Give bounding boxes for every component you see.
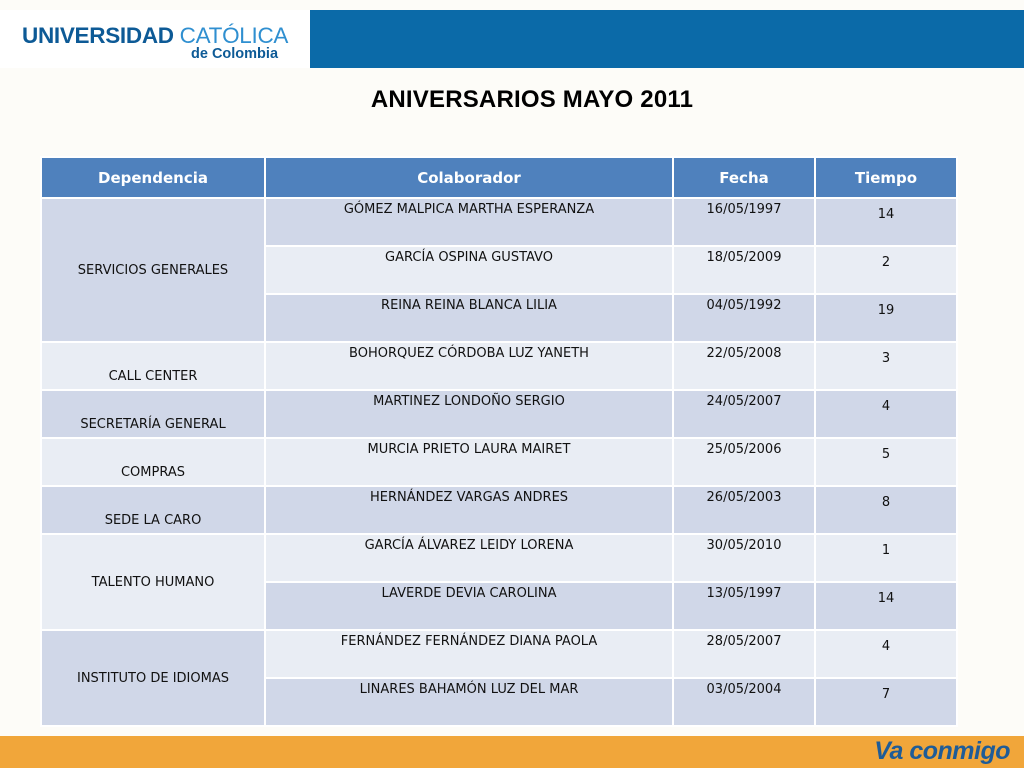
logo-name-part2: CATÓLICA bbox=[179, 23, 289, 48]
header-band bbox=[0, 0, 1024, 68]
table-row bbox=[41, 198, 957, 246]
colaborador-cell: MARTINEZ LONDOÑO SERGIO bbox=[265, 390, 673, 438]
fecha-cell: 22/05/2008 bbox=[673, 342, 815, 390]
footer-band bbox=[0, 736, 1024, 768]
dependencia-cell: CALL CENTER bbox=[41, 342, 265, 390]
logo-subtitle: de Colombia bbox=[191, 46, 279, 62]
fecha-cell: 18/05/2009 bbox=[673, 246, 815, 294]
table-row bbox=[41, 438, 957, 486]
tiempo-cell: 14 bbox=[815, 198, 957, 246]
colaborador-cell: HERNÁNDEZ VARGAS ANDRES bbox=[265, 486, 673, 534]
tiempo-cell: 5 bbox=[815, 438, 957, 486]
table-header-row bbox=[41, 157, 957, 198]
fecha-cell: 25/05/2006 bbox=[673, 438, 815, 486]
table-row bbox=[41, 486, 957, 534]
dependencia-cell: SERVICIOS GENERALES bbox=[41, 198, 265, 342]
tiempo-cell: 8 bbox=[815, 486, 957, 534]
dependencia-cell: COMPRAS bbox=[41, 438, 265, 486]
header-dependencia: Dependencia bbox=[41, 157, 265, 198]
fecha-cell: 30/05/2010 bbox=[673, 534, 815, 582]
colaborador-cell: REINA REINA BLANCA LILIA bbox=[265, 294, 673, 342]
tiempo-cell: 2 bbox=[815, 246, 957, 294]
table-row bbox=[41, 390, 957, 438]
dependencia-cell: INSTITUTO DE IDIOMAS bbox=[41, 630, 265, 726]
tiempo-cell: 4 bbox=[815, 630, 957, 678]
colaborador-cell: LAVERDE DEVIA CAROLINA bbox=[265, 582, 673, 630]
colaborador-cell: MURCIA PRIETO LAURA MAIRET bbox=[265, 438, 673, 486]
anniversaries-table bbox=[40, 156, 958, 727]
colaborador-cell: GARCÍA OSPINA GUSTAVO bbox=[265, 246, 673, 294]
header-colaborador: Colaborador bbox=[265, 157, 673, 198]
tiempo-cell: 14 bbox=[815, 582, 957, 630]
header-fecha: Fecha bbox=[673, 157, 815, 198]
header-top-strip bbox=[0, 0, 1024, 10]
table-row bbox=[41, 630, 957, 678]
fecha-cell: 04/05/1992 bbox=[673, 294, 815, 342]
colaborador-cell: BOHORQUEZ CÓRDOBA LUZ YANETH bbox=[265, 342, 673, 390]
tiempo-cell: 4 bbox=[815, 390, 957, 438]
page-title: ANIVERSARIOS MAYO 2011 bbox=[370, 86, 694, 113]
logo-name-part1: UNIVERSIDAD bbox=[22, 23, 174, 48]
colaborador-cell: FERNÁNDEZ FERNÁNDEZ DIANA PAOLA bbox=[265, 630, 673, 678]
table-row bbox=[41, 342, 957, 390]
table-row bbox=[41, 534, 957, 582]
colaborador-cell: LINARES BAHAMÓN LUZ DEL MAR bbox=[265, 678, 673, 726]
tiempo-cell: 19 bbox=[815, 294, 957, 342]
fecha-cell: 24/05/2007 bbox=[673, 390, 815, 438]
colaborador-cell: GÓMEZ MALPICA MARTHA ESPERANZA bbox=[265, 198, 673, 246]
fecha-cell: 13/05/1997 bbox=[673, 582, 815, 630]
tiempo-cell: 1 bbox=[815, 534, 957, 582]
colaborador-cell: GARCÍA ÁLVAREZ LEIDY LORENA bbox=[265, 534, 673, 582]
fecha-cell: 28/05/2007 bbox=[673, 630, 815, 678]
footer-slogan: Va conmigo bbox=[874, 737, 1010, 765]
dependencia-cell: SEDE LA CARO bbox=[41, 486, 265, 534]
dependencia-cell: SECRETARÍA GENERAL bbox=[41, 390, 265, 438]
fecha-cell: 26/05/2003 bbox=[673, 486, 815, 534]
university-logo bbox=[0, 10, 310, 68]
tiempo-cell: 7 bbox=[815, 678, 957, 726]
header-tiempo: Tiempo bbox=[815, 157, 957, 198]
fecha-cell: 03/05/2004 bbox=[673, 678, 815, 726]
tiempo-cell: 3 bbox=[815, 342, 957, 390]
dependencia-cell: TALENTO HUMANO bbox=[41, 534, 265, 630]
fecha-cell: 16/05/1997 bbox=[673, 198, 815, 246]
